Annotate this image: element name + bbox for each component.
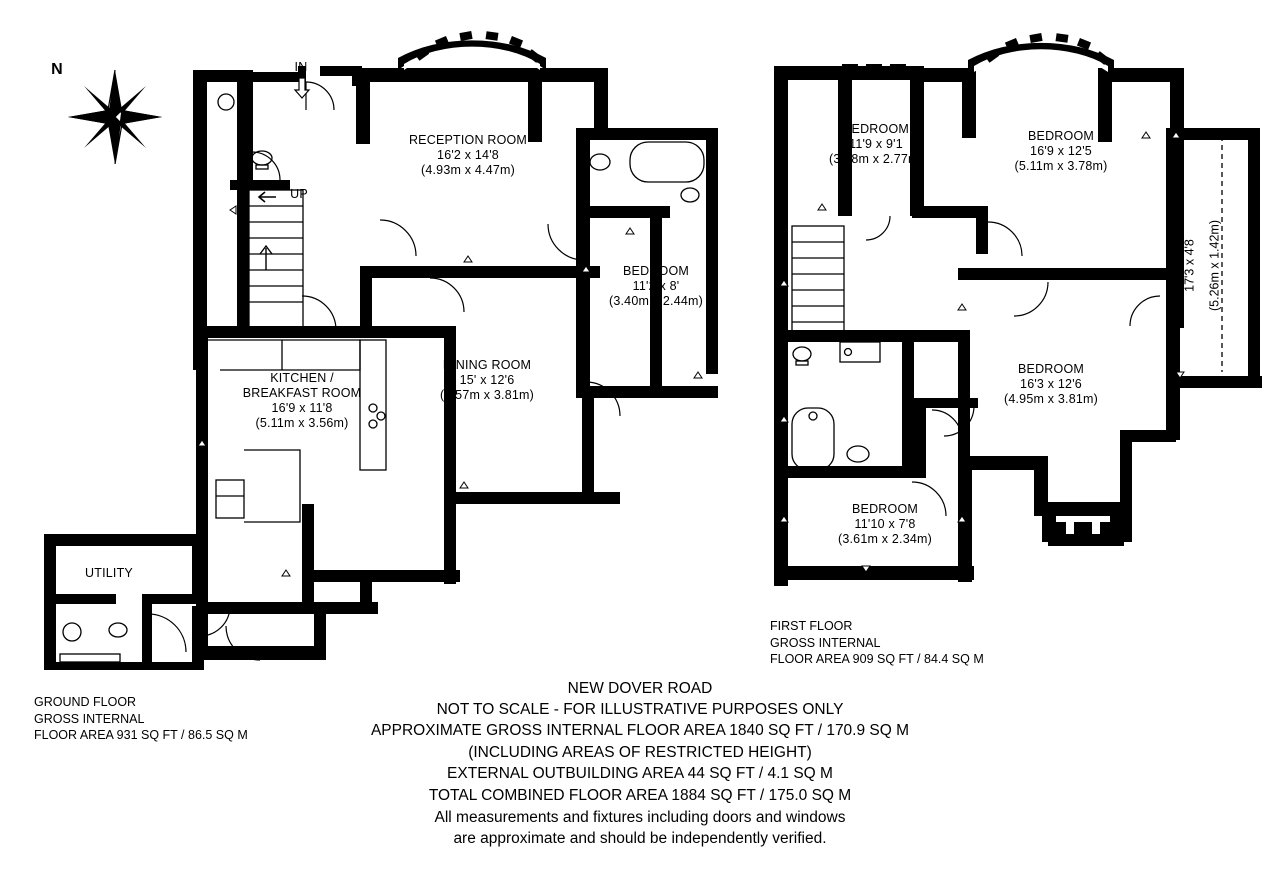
room-label-dining: DINING ROOM 15' x 12'6 (4.57m x 3.81m) (439, 358, 534, 402)
room-label-eaves-storage: EAVES STORAGE (1167, 209, 1182, 316)
entrance-arrow-icon (293, 76, 311, 100)
room-label-ground-bedroom: BEDROOM 11'2 x 8' (3.40m x 2.44m) (608, 264, 703, 308)
room-label-bedroom-3: BEDROOM 16'3 x 12'6 (4.95m x 3.81m) (1003, 362, 1098, 406)
ground-floor-note: GROUND FLOOR GROSS INTERNAL FLOOR AREA 931 SQ FT / 86.5 SQ M (34, 695, 248, 742)
disclaimer-line-5: TOTAL COMBINED FLOOR AREA 1884 SQ FT / 175.0 SQ M (428, 787, 852, 804)
disclaimer-line-4: EXTERNAL OUTBUILDING AREA 44 SQ FT / 4.1 SQ M (447, 765, 833, 782)
plan-title: NEW DOVER ROAD (567, 680, 713, 697)
first-floor-note: FIRST FLOOR GROSS INTERNAL FLOOR AREA 909 SQ FT / 84.4 SQ M (770, 619, 984, 666)
stairs-arrow-icon (256, 190, 278, 204)
compass-north-label: N (51, 61, 63, 78)
disclaimer-line-2: APPROXIMATE GROSS INTERNAL FLOOR AREA 1840 SQ FT / 170.9 SQ M (370, 722, 910, 739)
room-label-utility: UTILITY (85, 566, 133, 580)
stairs-up-label: UP (290, 187, 308, 201)
room-label-eaves-storage-metric: (5.26m x 1.42m) (1207, 220, 1222, 312)
room-label-bedroom-4: BEDROOM 11'10 x 7'8 (3.61m x 2.34m) (837, 502, 932, 546)
entrance-label: IN (294, 60, 308, 74)
disclaimer-line-1: NOT TO SCALE - FOR ILLUSTRATIVE PURPOSES ONLY (436, 701, 844, 718)
disclaimer-line-3: (INCLUDING AREAS OF RESTRICTED HEIGHT) (468, 744, 812, 761)
disclaimer-line-7: are approximate and should be independently verified. (453, 830, 827, 847)
room-label-kitchen: KITCHEN / BREAKFAST ROOM 16'9 x 11'8 (5.11m x 3.56m) (242, 371, 362, 430)
room-label-bedroom-1: BEDROOM 11'9 x 9'1 (3.58m x 2.77m) (828, 122, 923, 166)
room-label-reception: RECEPTION ROOM 16'2 x 14'8 (4.93m x 4.47m) (408, 133, 528, 177)
disclaimer-line-6: All measurements and fixtures including doors and windows (434, 809, 846, 826)
room-label-eaves-storage-imperial: 17'3 x 4'8 (1182, 239, 1197, 292)
room-label-bedroom-2: BEDROOM 16'9 x 12'5 (5.11m x 3.78m) (1014, 129, 1108, 173)
